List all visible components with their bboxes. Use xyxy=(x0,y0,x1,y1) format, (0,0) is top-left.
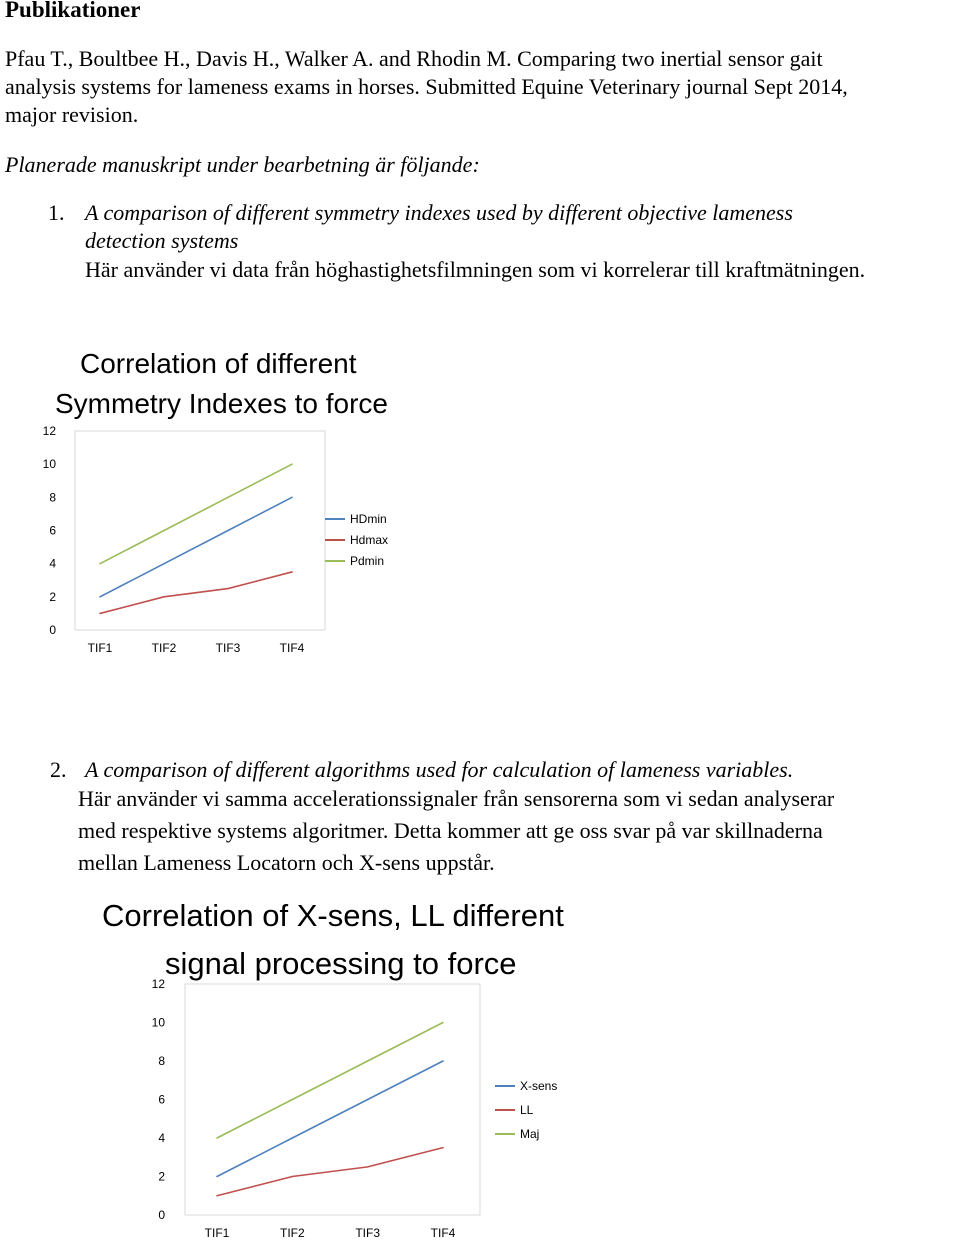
data-point xyxy=(163,563,165,565)
series-line-x-sens xyxy=(217,1061,443,1177)
chart-title-line-1: Correlation of different xyxy=(80,348,357,379)
x-tick-label: TIF1 xyxy=(204,1226,230,1240)
series-line-pdmin xyxy=(100,464,292,564)
chart-title-line-2: signal processing to force xyxy=(165,946,517,981)
y-tick-label: 12 xyxy=(42,424,56,438)
y-tick-label: 10 xyxy=(151,1015,165,1030)
data-point xyxy=(99,613,101,615)
data-point xyxy=(442,1147,444,1149)
data-point xyxy=(367,1060,369,1062)
item-2-description-line-2: med respektive systems algoritmer. Detta kommer att ge oss svar på var skillnaderna xyxy=(78,818,823,843)
data-point xyxy=(442,1060,444,1062)
data-point xyxy=(227,530,229,532)
data-point xyxy=(99,563,101,565)
series-line-hdmin xyxy=(100,497,292,597)
data-point xyxy=(216,1176,218,1178)
legend-label: X-sens xyxy=(520,1079,558,1093)
x-tick-label: TIF3 xyxy=(355,1226,381,1240)
plot-area xyxy=(75,431,325,630)
citation-line-1: Pfau T., Boultbee H., Davis H., Walker A. and Rhodin M. Comparing two inertial sensor gait xyxy=(5,46,823,71)
data-point xyxy=(367,1166,369,1168)
series-line-maj xyxy=(217,1023,443,1139)
legend-label: Hdmax xyxy=(350,533,389,547)
data-point xyxy=(292,1137,294,1139)
x-tick-label: TIF4 xyxy=(279,641,305,655)
x-tick-label: TIF2 xyxy=(279,1226,305,1240)
item-2-description-line-1: Här använder vi samma accelerationssignaler från sensorerna som vi sedan analyserar xyxy=(78,786,835,811)
legend-label: LL xyxy=(520,1103,534,1117)
data-point xyxy=(291,463,293,465)
data-point xyxy=(292,1099,294,1101)
y-tick-label: 6 xyxy=(158,1092,165,1107)
data-point xyxy=(163,596,165,598)
data-point xyxy=(216,1195,218,1197)
y-tick-label: 8 xyxy=(49,490,56,505)
y-tick-label: 6 xyxy=(49,523,56,538)
item-1-number: 1. xyxy=(48,200,65,225)
chart-title-line-2: Symmetry Indexes to force xyxy=(55,388,389,419)
data-point xyxy=(291,571,293,573)
plot-area xyxy=(185,984,480,1215)
item-1-title-line-2: detection systems xyxy=(85,228,239,253)
y-tick-label: 0 xyxy=(49,623,56,637)
chart-symmetry-indexes xyxy=(30,340,470,680)
series-line-hdmax xyxy=(100,572,292,613)
y-tick-label: 0 xyxy=(158,1208,165,1222)
y-tick-label: 12 xyxy=(151,977,165,991)
data-point xyxy=(292,1176,294,1178)
y-tick-label: 8 xyxy=(158,1054,165,1068)
y-tick-label: 4 xyxy=(158,1131,165,1145)
chart-title-line-1: Correlation of X-sens, LL different xyxy=(102,898,564,933)
item-1-title-line-1: A comparison of different symmetry indexes used by different objective lameness xyxy=(85,200,793,225)
y-tick-label: 10 xyxy=(42,457,56,472)
item-1-description: Här använder vi data från höghastighetsfilmningen som vi korrelerar till kraftmätningen. xyxy=(85,257,866,282)
page-heading: Publikationer xyxy=(5,0,141,22)
chart-xsens-ll-processing xyxy=(90,893,650,1243)
data-point xyxy=(442,1022,444,1024)
y-tick-label: 4 xyxy=(49,556,56,571)
legend-label: Maj xyxy=(520,1127,540,1141)
item-2-description-line-3: mellan Lameness Locatorn och X-sens uppstår. xyxy=(78,850,495,875)
data-point xyxy=(99,596,101,598)
y-tick-label: 2 xyxy=(49,589,56,604)
y-tick-label: 2 xyxy=(158,1169,165,1184)
data-point xyxy=(163,530,165,532)
legend-label: HDmin xyxy=(350,512,387,526)
data-point xyxy=(291,497,293,499)
x-tick-label: TIF4 xyxy=(430,1226,456,1240)
data-point xyxy=(216,1137,218,1139)
x-tick-label: TIF3 xyxy=(215,641,241,655)
citation-line-3: major revision. xyxy=(5,102,139,127)
legend-label: Pdmin xyxy=(350,554,385,568)
x-tick-label: TIF1 xyxy=(87,641,113,655)
item-2-title: A comparison of different algorithms used for calculation of lameness variables. xyxy=(85,757,794,782)
data-point xyxy=(227,588,229,590)
citation-line-2: analysis systems for lameness exams in horses. Submitted Equine Veterinary journal Sept 2014, xyxy=(5,74,848,99)
x-tick-label: TIF2 xyxy=(151,641,177,655)
data-point xyxy=(367,1099,369,1101)
data-point xyxy=(227,497,229,499)
series-line-ll xyxy=(217,1148,443,1196)
item-2-number: 2. xyxy=(50,757,67,782)
planned-manuscripts-intro: Planerade manuskript under bearbetning är följande: xyxy=(5,152,480,177)
